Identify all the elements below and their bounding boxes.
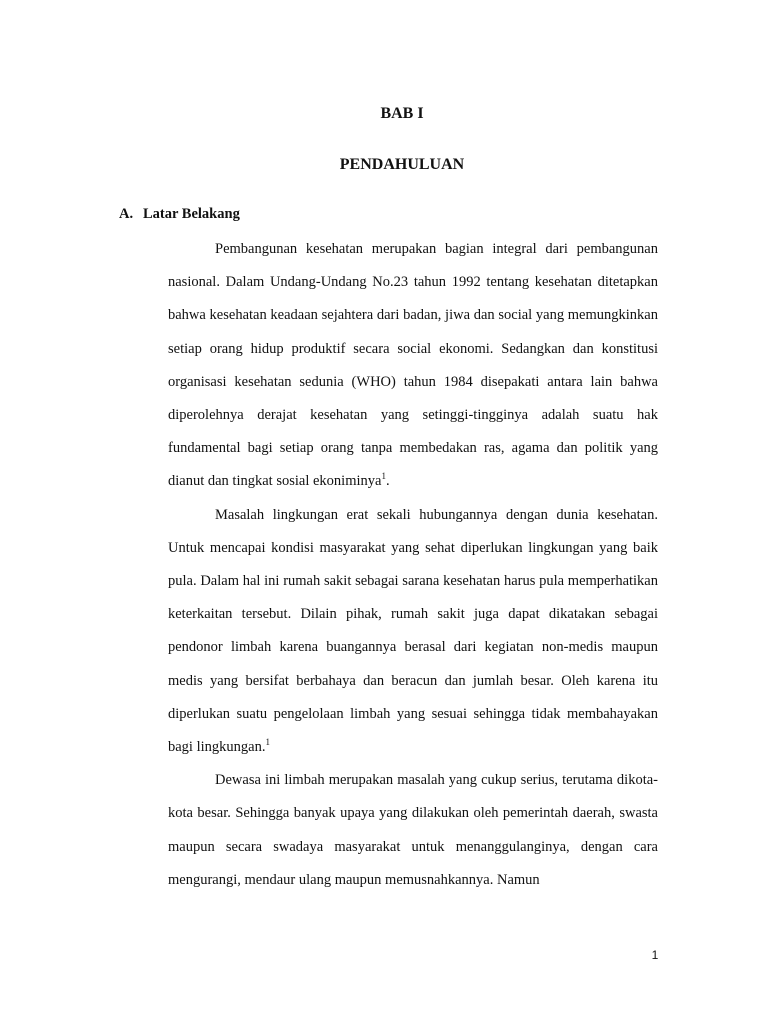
paragraph (168, 764, 658, 897)
paragraph-text: Dewasa ini limbah merupakan masalah yang cukup serius, terutama dikota-kota besar. Sehingga banyak upaya yang dilakukan oleh pemerintah daerah, swasta maupun secara swadaya masyarakat untuk menanggulanginya, dengan cara mengurangi, mendaur ulang maupun memusnahkannya. Namun (168, 772, 658, 888)
paragraph-text: Pembangunan kesehatan merupakan bagian integral dari pembangunan nasional. Dalam Undang-Undang No.23 tahun 1992 tentang kesehatan ditetapkan bahwa kesehatan keadaan sejahtera dari badan, jiwa dan social yang memungkinkan setiap orang hidup produktif secara social ekonomi. Sedangkan dan konstitusi organisasi kesehatan sedunia (WHO) tahun 1984 disepakati antara lain bahwa diperolehnya derajat kesehatan yang setinggi-tingginya adalah suatu hak fundamental bagi setiap orang tanpa membedakan ras, agama dan politik yang dianut dan tingkat sosial ekoniminya (168, 241, 658, 490)
section-letter: A. (119, 206, 134, 222)
section-title: Latar Belakang (143, 206, 240, 222)
footnote-ref: 1 (381, 471, 386, 482)
section-heading (119, 205, 240, 223)
paragraph (168, 233, 658, 499)
footnote-ref: 1 (265, 737, 270, 748)
paragraph (168, 499, 658, 765)
page-number: 1 (651, 948, 659, 962)
chapter-number: BAB I (380, 105, 424, 122)
body-text (168, 233, 658, 897)
paragraph-tail: . (385, 473, 390, 490)
chapter-title: PENDAHULUAN (339, 156, 465, 173)
paragraph-text: Masalah lingkungan erat sekali hubungannya dengan dunia kesehatan. Untuk mencapai kondisi masyarakat yang sehat diperlukan lingkungan yang baik pula. Dalam hal ini rumah sakit sebagai sarana kesehatan harus pula memperhatikan keterkaitan tersebut. Dilain pihak, rumah sakit juga dapat dikatakan sebagai pendonor limbah karena buangannya berasal dari kegiatan non-medis maupun medis yang bersifat berbahaya dan beracun dan jumlah besar. Oleh karena itu diperlukan suatu pengelolaan limbah yang sesuai sehingga tidak membahayakan bagi lingkungan. (168, 506, 658, 756)
